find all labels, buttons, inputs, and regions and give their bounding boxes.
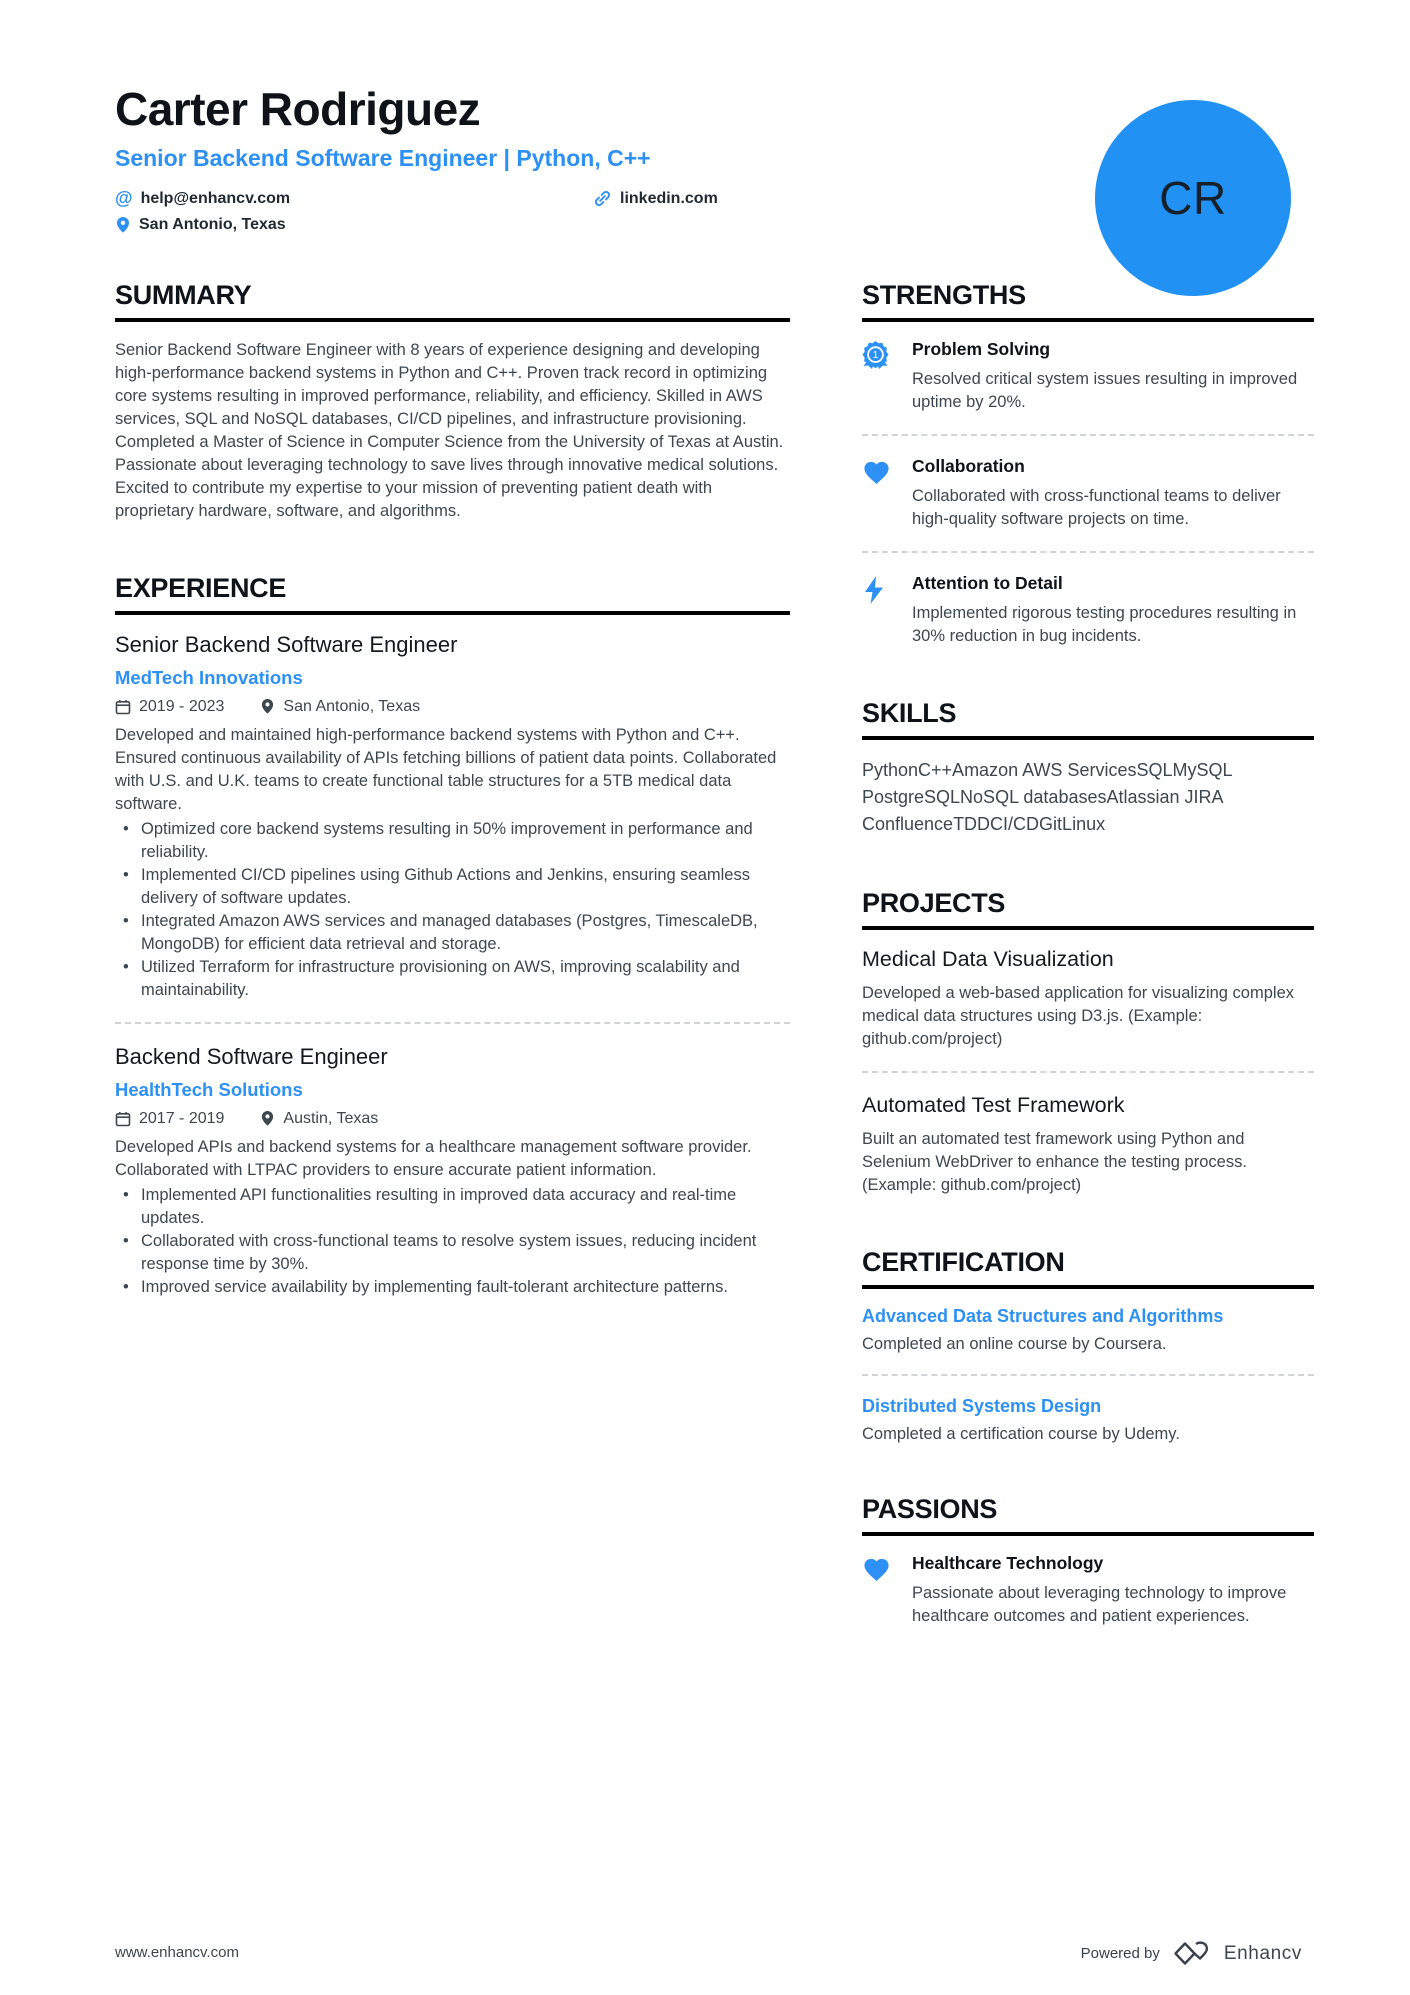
strengths-heading: STRENGTHS — [862, 279, 1026, 310]
job-bullet: • Optimized core backend systems resulting in 50% improvement in performance and reliability. — [115, 818, 790, 864]
job-description: Developed APIs and backend systems for a healthcare management software provider. Collaborated with LTPAC providers to ensure accurate patient information. — [115, 1137, 752, 1179]
job-dates: 2019 - 2023 — [115, 698, 224, 716]
calendar-icon — [115, 699, 131, 715]
strength-title: Problem Solving — [912, 338, 1051, 359]
project-divider — [862, 1071, 1314, 1073]
job-company: MedTech Innovations — [115, 666, 303, 688]
certification-title: Advanced Data Structures and Algorithms — [862, 1305, 1224, 1326]
project-entry — [862, 1093, 1314, 1197]
job-entry — [115, 1044, 790, 1299]
certification-section — [862, 1247, 1314, 1444]
job-meta — [115, 1110, 790, 1128]
job-bullet: • Integrated Amazon AWS services and managed databases (Postgres, TimescaleDB, MongoDB) for efficient data retrieval and storage. — [115, 910, 790, 956]
section-rule — [862, 736, 1314, 740]
job-description: Developed and maintained high-performance backend systems with Python and C++. Ensured continuous availability of APIs fetching billions of patient data points. Collaborated with U.S. and U.K. teams to create functional table structures for a 5TB medical data software. — [115, 725, 777, 813]
person-name: Carter Rodriguez — [115, 83, 481, 135]
strength-item — [862, 339, 1314, 414]
person-title: Senior Backend Software Engineer | Python, C++ — [115, 144, 651, 171]
email-text: help@enhancv.com — [140, 189, 291, 207]
summary-heading: SUMMARY — [115, 279, 252, 310]
linkedin-link[interactable] — [593, 189, 718, 208]
location-item — [115, 216, 286, 234]
job-bullet: • Implemented CI/CD pipelines using Github Actions and Jenkins, ensuring seamless delivery of software updates. — [115, 864, 790, 910]
resume-header — [0, 0, 1410, 238]
strength-text: Collaborated with cross-functional teams to deliver high-quality software projects on time. — [912, 486, 1281, 528]
passions-section — [862, 1494, 1314, 1628]
job-dates: 2017 - 2019 — [115, 1110, 224, 1128]
avatar — [1095, 100, 1291, 296]
enhancv-logo-icon[interactable] — [1172, 1940, 1212, 1967]
left-column — [115, 280, 790, 1628]
section-rule — [115, 611, 790, 615]
job-location: San Antonio, Texas — [260, 698, 420, 716]
job-title: Backend Software Engineer — [115, 1043, 388, 1069]
strength-title: Collaboration — [912, 455, 1025, 476]
summary-section — [115, 280, 790, 523]
strength-divider — [862, 551, 1314, 553]
content-columns — [0, 280, 1410, 1628]
projects-heading: PROJECTS — [862, 887, 1006, 918]
passions-heading: PASSIONS — [862, 1493, 998, 1524]
job-company: HealthTech Solutions — [115, 1078, 303, 1100]
skills-section — [862, 698, 1314, 838]
passion-title: Healthcare Technology — [912, 1552, 1104, 1573]
job-bullets — [115, 818, 790, 1002]
summary-text: Senior Backend Software Engineer with 8 years of experience designing and developing high-performance backend systems in Python and C++. Proven track record in optimizing core systems resulting in improved performance, reliability, and efficiency. Skilled in AWS services, SQL and NoSQL databases, CI/CD pipelines, and infrastructure provisioning. Completed a Master of Science in Computer Science from the University of Texas at Austin. Passionate about leveraging technology to save lives through innovative medical solutions. Excited to contribute my expertise to your mission of preventing patient death with proprietary hardware, software, and algorithms. — [115, 340, 784, 520]
section-rule — [862, 1285, 1314, 1289]
skills-list: Python​C++​Amazon AWS Services​SQL​MySQL​PostgreSQL​NoSQL databases​Atlassian JIRA​Confluence​TDD​CI/CD​Git​Linux — [862, 759, 1233, 834]
certification-divider — [862, 1374, 1314, 1376]
job-title: Senior Backend Software Engineer — [115, 631, 458, 657]
certification-text: Completed a certification course by Udemy. — [862, 1424, 1180, 1443]
strength-item — [862, 573, 1314, 648]
location-pin-icon — [260, 1110, 275, 1127]
at-icon: @ — [115, 188, 133, 209]
section-rule — [862, 1532, 1314, 1536]
job-meta — [115, 698, 790, 716]
svg-text:1: 1 — [872, 349, 879, 361]
footer-site-link[interactable]: www.enhancv.com — [115, 1944, 239, 1961]
job-divider — [115, 1022, 790, 1024]
right-column — [862, 280, 1314, 1628]
job-bullet: • Improved service availability by implementing fault-tolerant architecture patterns. — [115, 1276, 790, 1299]
heart-icon — [862, 458, 891, 485]
avatar-initials: CR — [1159, 172, 1227, 224]
location-pin-icon — [115, 216, 131, 234]
job-entry — [115, 632, 790, 1002]
bolt-icon — [862, 575, 886, 605]
project-text: Developed a web-based application for visualizing complex medical data structures using D3.js. (Example: github.com/project) — [862, 983, 1294, 1048]
project-title: Automated Test Framework — [862, 1092, 1125, 1117]
job-bullet: • Collaborated with cross-functional teams to resolve system issues, reducing incident response time by 30%. — [115, 1230, 790, 1276]
job-bullets — [115, 1184, 790, 1299]
certification-title: Distributed Systems Design — [862, 1395, 1102, 1416]
footer-branding — [1081, 1940, 1302, 1967]
section-rule — [862, 318, 1314, 322]
section-rule — [862, 926, 1314, 930]
job-bullet: • Utilized Terraform for infrastructure provisioning on AWS, improving scalability and maintainability. — [115, 956, 790, 1002]
section-rule — [115, 318, 790, 322]
strength-title: Attention to Detail — [912, 572, 1063, 593]
calendar-icon — [115, 1111, 131, 1127]
project-text: Built an automated test framework using Python and Selenium WebDriver to enhance the testing process. (Example: github.com/project) — [862, 1129, 1247, 1194]
passion-text: Passionate about leveraging technology to improve healthcare outcomes and patient experiences. — [912, 1583, 1287, 1625]
project-title: Medical Data Visualization — [862, 946, 1114, 971]
projects-section — [862, 888, 1314, 1197]
location-text: San Antonio, Texas — [139, 215, 286, 233]
certification-text: Completed an online course by Coursera. — [862, 1334, 1167, 1353]
linkedin-text: linkedin.com — [620, 189, 718, 207]
job-bullet: • Implemented API functionalities resulting in improved data accuracy and real-time updates. — [115, 1184, 790, 1230]
heart-icon — [862, 1555, 891, 1582]
email-link[interactable] — [115, 188, 593, 209]
experience-section — [115, 573, 790, 1299]
location-pin-icon — [260, 698, 275, 715]
powered-by-label: Powered by — [1080, 1945, 1160, 1962]
strength-text: Implemented rigorous testing procedures resulting in 30% reduction in bug incidents. — [912, 603, 1297, 645]
job-location: Austin, Texas — [260, 1110, 378, 1128]
certification-heading: CERTIFICATION — [862, 1246, 1065, 1277]
certification-entry — [862, 1306, 1314, 1354]
strength-divider — [862, 434, 1314, 436]
award-icon — [862, 341, 889, 371]
strengths-section — [862, 280, 1314, 648]
passion-item — [862, 1553, 1314, 1628]
experience-heading: EXPERIENCE — [115, 572, 287, 603]
brand-name[interactable]: Enhancv — [1223, 1942, 1302, 1964]
project-entry — [862, 947, 1314, 1051]
link-icon — [593, 189, 612, 208]
strength-text: Resolved critical system issues resulting in improved uptime by 20%. — [912, 369, 1298, 411]
strength-item — [862, 456, 1314, 531]
certification-entry — [862, 1396, 1314, 1444]
skills-heading: SKILLS — [862, 697, 957, 728]
